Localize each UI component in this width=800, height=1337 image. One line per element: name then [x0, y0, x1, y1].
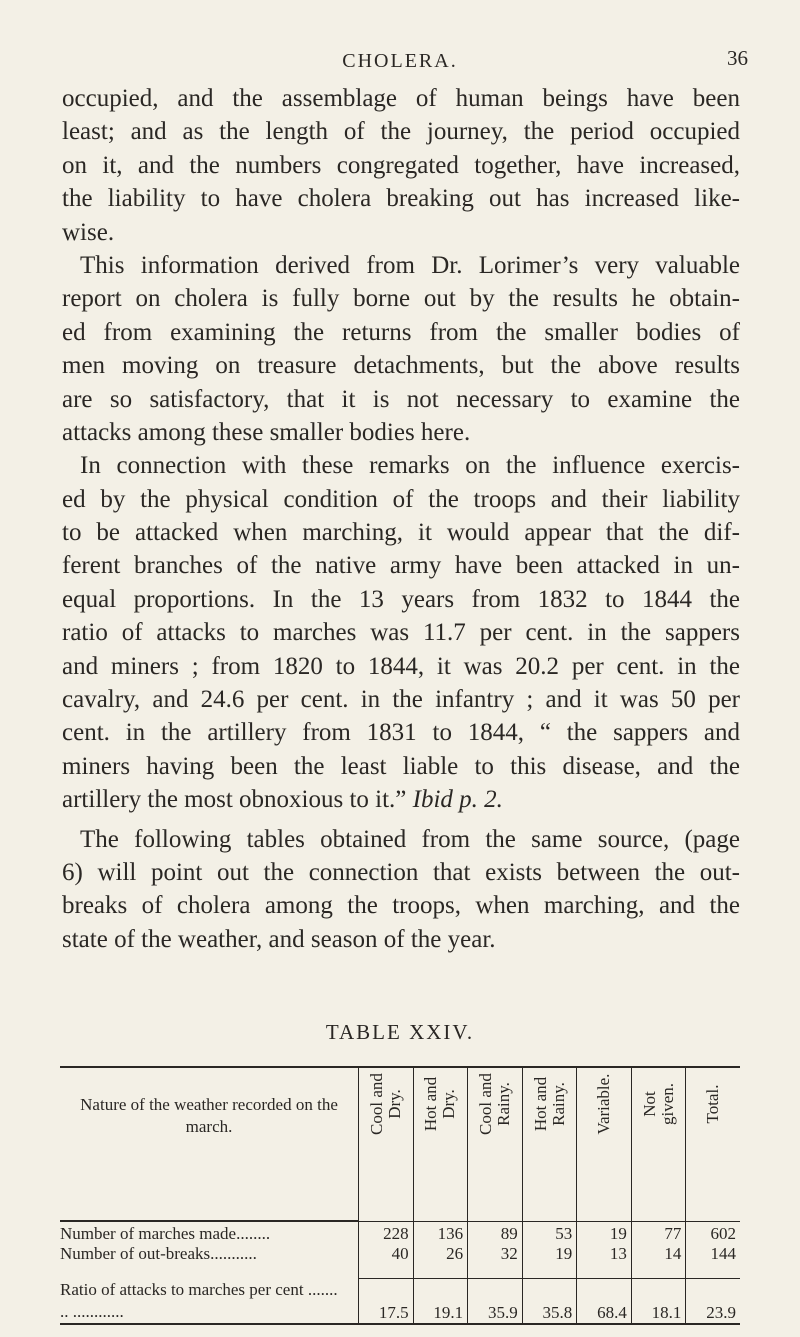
col-header-line: Cool and [366, 1073, 386, 1135]
col-header-line: Rainy. [493, 1082, 513, 1126]
row-label: Ratio of attacks to marches per cent ....... .. ............ [60, 1279, 338, 1321]
col-header-variable [577, 1068, 632, 1221]
table-cell: 19 [577, 1221, 632, 1244]
text-line: to be attacked when marching, it would appear that the dif- [62, 519, 740, 547]
text-line: miners having been the least liable to this disease, and the [62, 752, 740, 780]
text-line: and miners ; from 1820 to 1844, it was 20.2 per cent. in the [62, 652, 740, 680]
running-title: CHOLERA. [342, 50, 458, 72]
table-cell: 14 [631, 1244, 686, 1264]
table-cell: 19.1 [413, 1279, 468, 1324]
row-label: Number of marches made........ [60, 1224, 271, 1243]
table-rule-bottom [60, 1324, 740, 1325]
text-line: the liability to have cholera breaking out has increased like- [62, 185, 740, 213]
body-text [62, 82, 740, 956]
table-cell: 136 [413, 1221, 468, 1244]
text-line: wise. [62, 218, 115, 246]
table-cell: 602 [686, 1221, 740, 1244]
table-cell: 17.5 [359, 1279, 414, 1324]
text-line: state of the weather, and season of the year. [62, 925, 496, 953]
table-cell: 32 [468, 1244, 523, 1264]
col-header-line: Dry. [384, 1089, 404, 1119]
text-line: ratio of attacks to marches was 11.7 per cent. in the sappers [62, 619, 740, 647]
table-cell: 26 [413, 1244, 468, 1264]
col-header-line: Hot and [421, 1076, 441, 1132]
col-header-cool-dry [359, 1068, 414, 1221]
col-header-line: Total. [703, 1084, 723, 1124]
text-line: are so satisfactory, that it is not necessary to examine the [62, 385, 740, 413]
col-header-line: Not [639, 1091, 659, 1117]
text-line: ed by the physical condition of the troops and their liability [62, 485, 740, 513]
text-line: report on cholera is fully borne out by the results he obtain- [62, 285, 740, 313]
row-label: Number of out-breaks........... [60, 1244, 257, 1263]
text-line: The following tables obtained from the same source, (page [80, 825, 740, 853]
page-number: 36 [727, 46, 748, 70]
table-cell: 89 [468, 1221, 523, 1244]
citation: Ibid p. 2. [412, 786, 503, 814]
col-header-hot-dry [413, 1068, 468, 1221]
running-head [0, 46, 800, 76]
table-cell: 68.4 [577, 1279, 632, 1324]
text-line: breaks of cholera among the troops, when marching, and the [62, 892, 740, 920]
text-line: This information derived from Dr. Lorimer’s very valuable [80, 251, 740, 279]
table-cell: 19 [522, 1244, 577, 1264]
table-row [60, 1221, 740, 1244]
text-line: ed from examining the returns from the smaller bodies of [62, 318, 740, 346]
header-label: Nature of the weather recorded on the march. [60, 1068, 359, 1221]
text-line: on it, and the numbers congregated together, have increased, [62, 151, 740, 179]
col-header-cool-rainy [468, 1068, 523, 1221]
text-line: attacks among these smaller bodies here. [62, 418, 471, 446]
table-spacer [60, 1264, 740, 1279]
text-line: men moving on treasure detachments, but the above results [62, 352, 740, 380]
col-header-line: Hot and [530, 1076, 550, 1132]
table-title: TABLE XXIV. [325, 1020, 475, 1044]
col-header-line: Rainy. [548, 1082, 568, 1126]
col-header-line: given. [657, 1082, 677, 1126]
text-line: cent. in the artillery from 1831 to 1844, “ the sappers and [62, 719, 740, 747]
col-header-line: Dry. [439, 1089, 459, 1119]
table-cell: 18.1 [631, 1279, 686, 1324]
text-line: 6) will point out the connection that exists between the out- [62, 858, 740, 886]
col-header-total [686, 1068, 740, 1221]
table-header-row [60, 1068, 740, 1221]
table-cell: 228 [359, 1221, 414, 1244]
table-cell: 77 [631, 1221, 686, 1244]
table-cell: 13 [577, 1244, 632, 1264]
text-line: cavalry, and 24.6 per cent. in the infantry ; and it was 50 per [62, 686, 740, 714]
text-line [62, 783, 740, 816]
text-fragment: artillery the most obnoxious to it.” [62, 786, 413, 814]
col-header-line: Variable. [594, 1073, 614, 1135]
text-line: least; and as the length of the journey, the period occupied [62, 118, 740, 146]
table-cell: 23.9 [686, 1279, 740, 1324]
text-line: occupied, and the assemblage of human beings have been [62, 85, 740, 112]
text-line: equal proportions. In the 13 years from 1832 to 1844 the [62, 585, 740, 613]
table-cell: 35.8 [522, 1279, 577, 1324]
text-line: In connection with these remarks on the influence exercis- [80, 452, 740, 480]
col-header-hot-rainy [522, 1068, 577, 1221]
table-row [60, 1279, 740, 1324]
table-cell: 53 [522, 1221, 577, 1244]
text-line: ferent branches of the native army have been attacked in un- [62, 552, 740, 580]
table-cell: 40 [359, 1244, 414, 1264]
table-cell: 144 [686, 1244, 740, 1264]
table-cell: 35.9 [468, 1279, 523, 1324]
table-row [60, 1244, 740, 1264]
col-header-not-given [631, 1068, 686, 1221]
weather-table [60, 1066, 740, 1325]
col-header-line: Cool and [475, 1073, 495, 1135]
